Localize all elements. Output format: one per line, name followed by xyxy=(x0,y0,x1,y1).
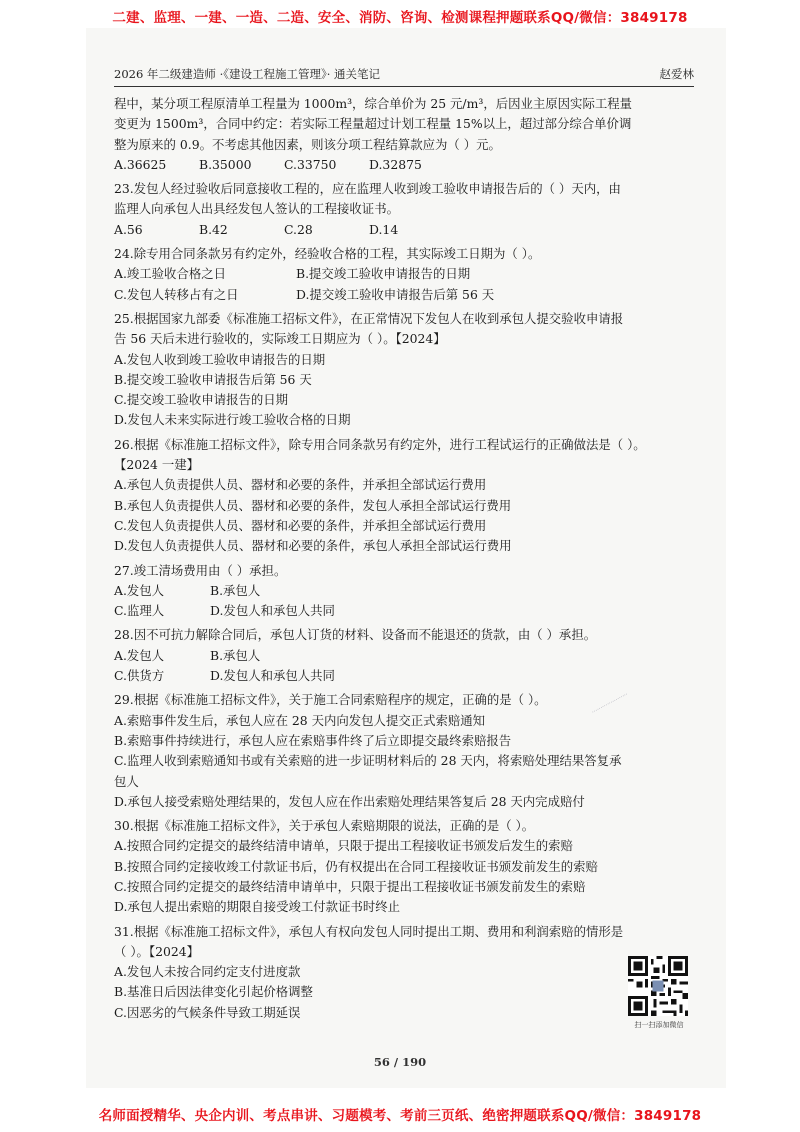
question-31-option-b: B.基准日后因法律变化引起价格调整 xyxy=(114,984,313,1000)
option-b: B.35000 xyxy=(199,156,252,172)
option-c: C.发包人转移占有之日 xyxy=(114,286,239,302)
question-30-option-c: C.按照合同约定提交的最终结清申请单中，只限于提出工程接收证书颁发前发生的索赔 xyxy=(114,878,586,894)
question-29-option-c-line-2: 包人 xyxy=(114,773,139,789)
question-26-option-b: B.承包人负责提供人员、器材和必要的条件，发包人承担全部试运行费用 xyxy=(114,497,512,513)
question-28-options-ab xyxy=(114,646,696,666)
page-number: 56 / 190 xyxy=(373,1055,427,1069)
question-29-stem: 29.根据《标准施工招标文件》，关于施工合同索赔程序的规定，正确的是（ ）。 xyxy=(114,692,547,708)
question-29-option-c-line-1: C.监理人收到索赔通知书或有关索赔的进一步证明材料后的 28 天内，将索赔处理结果答复承 xyxy=(114,753,622,769)
qr-caption: 扫一扫添加微信 xyxy=(634,1021,684,1029)
option-a: A.发包人 xyxy=(114,582,165,598)
option-c: C.监理人 xyxy=(114,603,165,619)
option-d: D.发包人和承包人共同 xyxy=(210,603,335,619)
question-25-option-a: A.发包人收到竣工验收申请报告的日期 xyxy=(114,351,326,367)
option-d: D.提交竣工验收申请报告后第 56 天 xyxy=(296,286,495,302)
question-26-option-d: D.发包人负责提供人员、器材和必要的条件，承包人承担全部试运行费用 xyxy=(114,538,512,554)
question-26-line-2: 【2024 一建】 xyxy=(114,457,200,473)
question-25-option-c: C.提交竣工验收申请报告的日期 xyxy=(114,392,289,408)
option-d: D.32875 xyxy=(369,156,422,172)
question-24-options-ab xyxy=(114,264,696,284)
bottom-contact-banner: 名师面授精华、央企内训、考点串讲、习题模考、考前三页纸、绝密押题联系QQ/微信：3849178 xyxy=(98,1108,702,1124)
option-a: A.56 xyxy=(114,221,143,237)
question-27-options-ab xyxy=(114,581,696,601)
header-title: 2026 年二级建造师 ·《建设工程施工管理》· 通关笔记 xyxy=(114,67,381,81)
option-c: C.33750 xyxy=(284,156,337,172)
question-26-option-c: C.发包人负责提供人员、器材和必要的条件，并承担全部试运行费用 xyxy=(114,517,487,533)
question-28-options-cd xyxy=(114,666,696,686)
question-22-line-3: 整为原来的 0.9。不考虑其他因素，则该分项工程结算款应为（ ）元。 xyxy=(114,136,501,152)
qr-code-icon xyxy=(628,956,688,1016)
top-contact-banner: 二建、监理、一建、一造、二造、安全、消防、咨询、检测课程押题联系QQ/微信：3849178 xyxy=(112,10,688,26)
option-a: A.36625 xyxy=(114,156,167,172)
option-a: A.竣工验收合格之日 xyxy=(114,266,227,282)
question-29-option-d: D.承包人接受索赔处理结果的，发包人应在作出索赔处理结果答复后 28 天内完成赔付 xyxy=(114,793,585,809)
question-list xyxy=(114,94,696,1023)
header-author: 赵爱林 xyxy=(659,67,694,81)
option-b: B.42 xyxy=(199,221,228,237)
question-28-stem: 28.因不可抗力解除合同后，承包人订货的材料、设备而不能退还的货款，由（ ）承担。 xyxy=(114,627,597,643)
question-25-option-d: D.发包人未来实际进行竣工验收合格的日期 xyxy=(114,412,351,428)
question-31-line-1: 31.根据《标准施工招标文件》，承包人有权向发包人同时提出工期、费用和利润索赔的情形是 xyxy=(114,923,624,939)
question-23-options xyxy=(114,220,696,240)
question-24-options-cd xyxy=(114,285,696,305)
question-23-line-1: 23.发包人经过验收后同意接收工程的，应在监理人收到竣工验收申请报告后的（ ）天内，由 xyxy=(114,181,621,197)
option-d: D.发包人和承包人共同 xyxy=(210,668,335,684)
question-26-line-1: 26.根据《标准施工招标文件》，除专用合同条款另有约定外，进行工程试运行的正确做法是（ ）。 xyxy=(114,436,646,452)
question-30-option-d: D.承包人提出索赔的期限自接受竣工付款证书时终止 xyxy=(114,899,401,915)
option-b: B.承包人 xyxy=(210,582,261,598)
option-c: C.供货方 xyxy=(114,668,165,684)
question-24-stem: 24.除专用合同条款另有约定外，经验收合格的工程，其实际竣工日期为（ ）。 xyxy=(114,246,541,262)
question-30-stem: 30.根据《标准施工招标文件》，关于承包人索赔期限的说法，正确的是（ ）。 xyxy=(114,818,535,834)
option-a: A.发包人 xyxy=(114,647,165,663)
question-31-line-2: （ ）。【2024】 xyxy=(114,943,200,959)
option-c: C.28 xyxy=(284,221,313,237)
faint-stamp-mark: ····················· xyxy=(590,691,630,716)
question-22-line-2: 变更为 1500m³，合同中约定：若实际工程量超过计划工程量 15%以上，超过部分综合单价调 xyxy=(114,116,632,132)
question-30-option-a: A.按照合同约定提交的最终结清申请单，只限于提出工程接收证书颁发后发生的索赔 xyxy=(114,838,573,854)
question-22-line-1: 程中，某分项工程原清单工程量为 1000m³，综合单价为 25 元/m³，后因业主原因实际工程量 xyxy=(114,96,633,111)
question-25-line-1: 25.根据国家九部委《标准施工招标文件》，在正常情况下发包人在收到承包人提交验收申请报 xyxy=(114,310,624,326)
option-b: B.提交竣工验收申请报告的日期 xyxy=(296,266,471,282)
question-30-option-b: B.按照合同约定接收竣工付款证书后，仍有权提出在合同工程接收证书颁发前发生的索赔 xyxy=(114,858,598,874)
option-d: D.14 xyxy=(369,221,399,237)
question-25-option-b: B.提交竣工验收申请报告后第 56 天 xyxy=(114,371,312,387)
question-29-option-b: B.索赔事件持续进行，承包人应在索赔事件终了后立即提交最终索赔报告 xyxy=(114,732,512,748)
question-26-option-a: A.承包人负责提供人员、器材和必要的条件，并承担全部试运行费用 xyxy=(114,477,487,493)
question-23-line-2: 监理人向承包人出具经发包人签认的工程接收证书。 xyxy=(114,201,399,217)
question-31-option-a: A.发包人未按合同约定支付进度款 xyxy=(114,964,301,980)
question-31-option-c: C.因恶劣的气候条件导致工期延误 xyxy=(114,1004,301,1020)
question-25-line-2: 告 56 天后未进行验收的，实际竣工日期应为（ ）。【2024】 xyxy=(114,331,446,347)
question-27-options-cd xyxy=(114,601,696,621)
question-29-option-a: A.索赔事件发生后，承包人应在 28 天内向发包人提交正式索赔通知 xyxy=(114,712,486,728)
option-b: B.承包人 xyxy=(210,647,261,663)
question-27-stem: 27.竣工清场费用由（ ）承担。 xyxy=(114,562,287,578)
question-22-options xyxy=(114,155,696,175)
header-divider xyxy=(114,86,694,87)
